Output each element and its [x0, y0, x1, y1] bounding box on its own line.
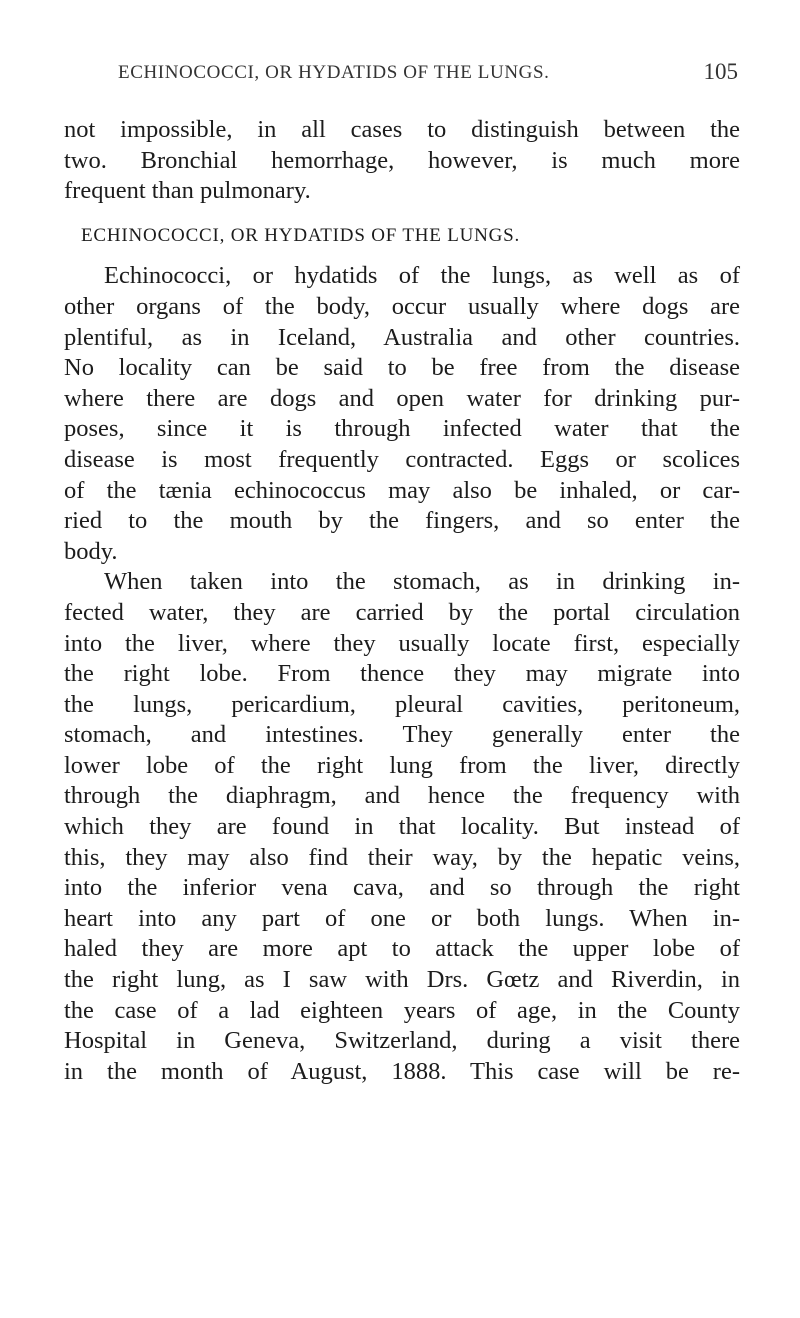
text-line: the lungs, pericardium, pleural cavities, peritoneum,	[64, 690, 740, 718]
text-line: through the diaphragm, and hence the frequency with	[64, 782, 740, 810]
text-line: the right lobe. From thence they may migrate into	[64, 660, 740, 688]
text-line: in the month of August, 1888. This case will be re-	[64, 1057, 740, 1085]
text-line: of the tænia echinococcus may also be inhaled, or car-	[64, 476, 740, 504]
text-line: poses, since it is through infected water that the	[64, 415, 740, 443]
text-line: fected water, they are carried by the portal circulation	[64, 598, 740, 626]
text-line: which they are found in that locality. But instead of	[64, 813, 740, 841]
text-line: Echinococci, or hydatids of the lungs, as well as of	[104, 262, 740, 290]
text-line: No locality can be said to be free from the disease	[64, 354, 740, 382]
running-title: ECHINOCOCCI, OR HYDATIDS OF THE LUNGS.	[118, 62, 550, 83]
text-line: this, they may also find their way, by the hepatic veins,	[64, 843, 740, 871]
page-number: 105	[703, 59, 738, 84]
text-line: body.	[64, 537, 118, 565]
paragraph-stomach	[64, 567, 740, 1087]
text-line: plentiful, as in Iceland, Australia and other countries.	[64, 323, 740, 351]
section-heading: ECHINOCOCCI, OR HYDATIDS OF THE LUNGS.	[81, 224, 521, 246]
text-line: where there are dogs and open water for drinking pur-	[64, 384, 740, 412]
text-line: the case of a lad eighteen years of age, in the County	[64, 996, 740, 1024]
text-line: into the liver, where they usually locate first, especially	[64, 629, 740, 657]
text-line: Hospital in Geneva, Switzerland, during a visit there	[64, 1027, 740, 1055]
text-line: ried to the mouth by the fingers, and so enter the	[64, 507, 740, 535]
text-line: other organs of the body, occur usually where dogs are	[64, 292, 740, 320]
text-line: haled they are more apt to attack the upper lobe of	[64, 935, 740, 963]
text-line: lower lobe of the right lung from the liver, directly	[64, 751, 740, 779]
paragraph-echinococci	[64, 261, 740, 567]
text-line: stomach, and intestines. They generally enter the	[64, 721, 740, 749]
text-line: disease is most frequently contracted. Eggs or scolices	[64, 445, 740, 473]
text-line: not impossible, in all cases to distinguish between the	[64, 116, 740, 143]
text-line: heart into any part of one or both lungs. When in-	[64, 904, 740, 932]
text-line: the right lung, as I saw with Drs. Gœtz and Riverdin, in	[64, 966, 740, 994]
continued-paragraph	[64, 115, 740, 207]
text-line: When taken into the stomach, as in drinking in-	[104, 568, 740, 596]
text-line: two. Bronchial hemorrhage, however, is much more	[64, 146, 740, 174]
text-line: frequent than pulmonary.	[64, 177, 311, 205]
running-head	[118, 59, 738, 94]
text-line: into the inferior vena cava, and so through the right	[64, 874, 740, 902]
body-text	[64, 115, 740, 1087]
